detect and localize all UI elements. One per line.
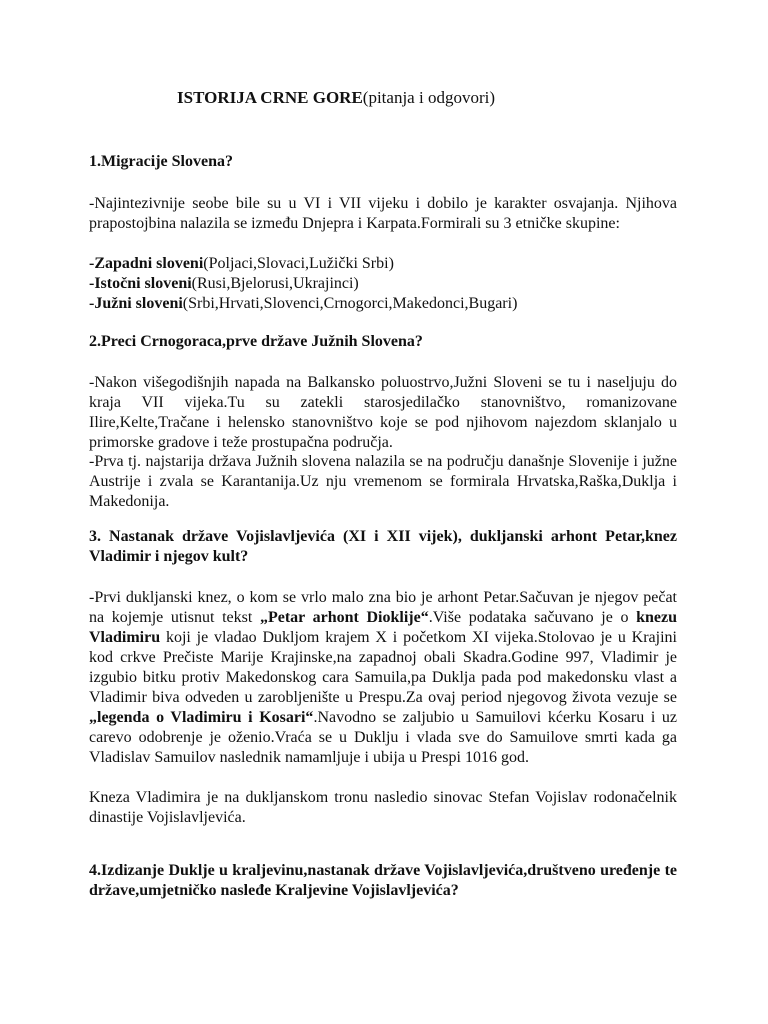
group-southern — [89, 294, 517, 314]
question-2-paragraph-1: -Nakon višegodišnjih napada na Balkansko poluostrvo,Južni Sloveni se tu i naseljuju do kraja VII vijeka.Tu su zatekli starosjedilačko stanovništvo, romanizovane Ilire,Kelte,Tračane i helensko stanovništvo koje se pod njihovom najezdom sklanjalo u primorske gradove i teže prostupačna područja. — [89, 374, 677, 451]
group-eastern-name: -Istočni sloveni — [89, 275, 192, 292]
question-3-paragraph-1 — [89, 588, 677, 768]
group-western — [89, 254, 394, 274]
question-1-heading: 1.Migracije Slovena? — [89, 153, 233, 170]
question-3-paragraph-2: Kneza Vladimira je na dukljanskom tronu nasledio sinovac Stefan Vojislav rodonačelnik dinastije Vojislavljevića. — [89, 789, 677, 826]
q3-legend: „legenda o Vladimiru i Kosari“ — [89, 709, 314, 726]
group-southern-detail: (Srbi,Hrvati,Slovenci,Crnogorci,Makedonci,Bugari) — [182, 295, 518, 312]
q3-seal-quote: „Petar arhont Dioklije“ — [259, 609, 429, 626]
q3-text-b: .Više podataka sačuvano je o — [428, 609, 637, 626]
question-1-intro: -Najintezivnije seobe bile su u VI i VII vijeku i dobilo je karakter osvajanja. Njihova prapostojbina nalazila se između Dnjepra i Karpata.Formirali su 3 etničke skupine: — [89, 195, 677, 232]
group-western-name: -Zapadni sloveni — [89, 255, 204, 272]
group-eastern-detail: (Rusi,Bjelorusi,Ukrajinci) — [191, 275, 359, 292]
title-main: ISTORIJA CRNE GORE — [177, 88, 363, 107]
q3-knez-vladimir: knezu Vladimiru — [89, 609, 677, 646]
question-3-heading: 3. Nastanak države Vojislavljevića (XI i XII vijek), dukljanski arhont Petar,knez Vladimir i njegov kult? — [89, 528, 677, 565]
q3-text-c: koji je vladao Dukljom krajem X i početkom XI vijeka.Stolovao je u Krajini kod crkve Prečiste Marije Krajinske,na zapadnoj obali Skadra.Godine 997, Vladimir je izgubio bitku protiv Makedonskog cara Samuila,pa Duklja pada pod makedonsku vlast a Vladimir biva odveden u zarobljenište u Prespu.Za ovaj period njegovog života vezuje se — [89, 629, 677, 706]
document-title — [177, 88, 495, 108]
question-4-heading: 4.Izdizanje Duklje u kraljevinu,nastanak države Vojislavljevića,društveno uređenje te države,umjetničko nasleđe Kraljevine Vojislavljevića? — [89, 862, 677, 899]
group-western-detail: (Poljaci,Slovaci,Lužički Srbi) — [203, 255, 394, 272]
title-subtitle: (pitanja i odgovori) — [362, 88, 495, 107]
group-eastern — [89, 274, 359, 294]
question-2-paragraph-2: -Prva tj. najstarija država Južnih slovena nalazila se na području današnje Slovenije i južne Austrije i zvala se Karantanija.Uz nju vremenom se formirala Hrvatska,Raška,Duklja i Makedonija. — [89, 453, 677, 510]
question-2-heading: 2.Preci Crnogoraca,prve države Južnih Slovena? — [89, 333, 423, 350]
document-page — [89, 0, 677, 1024]
q3-text-a: -Prvi dukljanski knez, o kom se vrlo malo zna bio je arhont Petar.Sačuvan je njegov pečat na kojemje utisnut tekst — [89, 589, 677, 626]
q3-text-d: .Navodno se zaljubio u Samuilovi kćerku Kosaru i uz carevo odobrenje je oženio.Vraća se u Duklju i vlada sve do Samuilove smrti kada ga Vladislav Samuilov naslednik namamljuje i ubija u Prespi 1016 god. — [89, 709, 678, 766]
group-southern-name: -Južni sloveni — [89, 295, 183, 312]
